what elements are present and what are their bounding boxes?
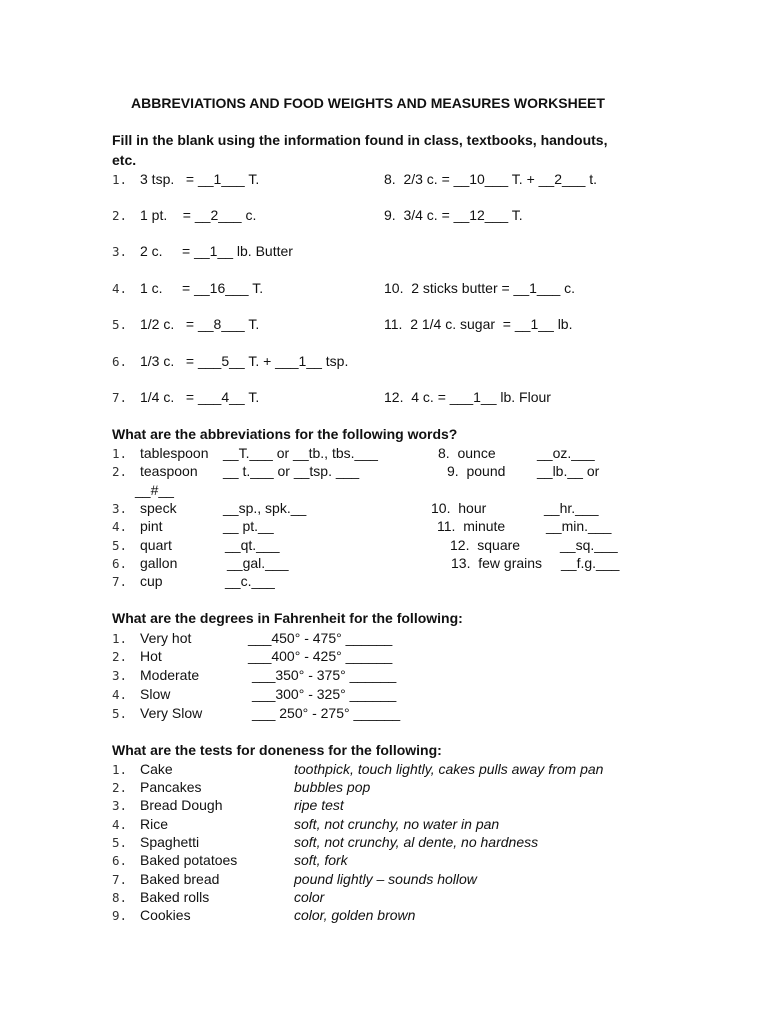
- abbr-answer: __qt.___: [225, 537, 280, 553]
- measure-item: 1/3 c. = ___5__ T. + ___1__ tsp.: [140, 353, 349, 369]
- temp-label: Hot: [140, 648, 162, 664]
- doneness-answer: toothpick, touch lightly, cakes pulls away from pan: [294, 761, 604, 777]
- abbr-word: tablespoon: [140, 445, 209, 461]
- list-number: 5.: [112, 835, 128, 850]
- list-number: 6.: [112, 556, 128, 571]
- food-label: Spaghetti: [140, 834, 200, 850]
- doneness-answer: color: [294, 889, 325, 905]
- abbr-answer: __sp., spk.__: [223, 500, 307, 516]
- list-number: 1.: [112, 446, 128, 461]
- list-number: 6.: [112, 354, 128, 369]
- temp-label: Moderate: [140, 667, 200, 683]
- list-number: 3.: [112, 798, 128, 813]
- abbr-answer: __sq.___: [560, 537, 618, 553]
- abbr-answer: __oz.___: [537, 445, 595, 461]
- abbreviations-heading: What are the abbreviations for the following words?: [112, 426, 458, 442]
- temp-answer: ___350° - 375° ______: [252, 667, 397, 683]
- list-number: 5.: [112, 706, 128, 721]
- abbr-answer-continued: __#__: [135, 482, 174, 498]
- list-number: 1.: [112, 172, 128, 187]
- list-number: 3.: [112, 501, 128, 516]
- list-number: 3.: [112, 668, 128, 683]
- measure-item: 1/4 c. = ___4__ T.: [140, 389, 260, 405]
- list-number: 7.: [112, 390, 128, 405]
- temp-answer: ___400° - 425° ______: [248, 648, 393, 664]
- food-label: Baked bread: [140, 871, 220, 887]
- list-number: 4.: [112, 687, 128, 702]
- list-number: 9.: [112, 908, 128, 923]
- list-number: 2.: [112, 649, 128, 664]
- abbr-word: 10. hour: [431, 500, 487, 516]
- abbr-word: 9. pound: [447, 463, 506, 479]
- temp-answer: ___ 250° - 275° ______: [252, 705, 401, 721]
- measure-item: 1 c. = __16___ T.: [140, 280, 264, 296]
- measure-item: 12. 4 c. = ___1__ lb. Flour: [384, 389, 551, 405]
- abbr-word: 11. minute: [437, 518, 506, 534]
- list-number: 1.: [112, 631, 128, 646]
- list-number: 2.: [112, 780, 128, 795]
- abbr-word: 12. square: [450, 537, 521, 553]
- abbr-word: cup: [140, 573, 163, 589]
- list-number: 4.: [112, 817, 128, 832]
- abbr-word: 13. few grains: [451, 555, 543, 571]
- measure-item: 2 c. = __1__ lb. Butter: [140, 243, 293, 259]
- doneness-answer: ripe test: [294, 797, 344, 813]
- list-number: 6.: [112, 853, 128, 868]
- temp-answer: ___300° - 325° ______: [252, 686, 397, 702]
- list-number: 5.: [112, 538, 128, 553]
- abbr-answer: __T.___ or __tb., tbs.___: [223, 445, 378, 461]
- list-number: 4.: [112, 519, 128, 534]
- food-label: Rice: [140, 816, 169, 832]
- measure-item: 10. 2 sticks butter = __1___ c.: [384, 280, 576, 296]
- measure-item: 9. 3/4 c. = __12___ T.: [384, 207, 523, 223]
- doneness-answer: pound lightly – sounds hollow: [294, 871, 477, 887]
- abbr-answer: __min.___: [546, 518, 612, 534]
- list-number: 2.: [112, 208, 128, 223]
- page-title: ABBREVIATIONS AND FOOD WEIGHTS AND MEASURES WORKSHEET: [131, 95, 605, 111]
- food-label: Cake: [140, 761, 173, 777]
- list-number: 2.: [112, 464, 128, 479]
- abbr-answer: __lb.__ or: [537, 463, 600, 479]
- abbr-word: teaspoon: [140, 463, 198, 479]
- list-number: 7.: [112, 574, 128, 589]
- doneness-heading: What are the tests for doneness for the following:: [112, 742, 442, 758]
- abbr-answer: __gal.___: [227, 555, 289, 571]
- temp-label: Slow: [140, 686, 171, 702]
- abbr-word: gallon: [140, 555, 178, 571]
- doneness-answer: bubbles pop: [294, 779, 371, 795]
- measure-item: 1/2 c. = __8___ T.: [140, 316, 260, 332]
- abbr-word: 8. ounce: [438, 445, 496, 461]
- abbr-answer: __f.g.___: [561, 555, 620, 571]
- food-label: Bread Dough: [140, 797, 223, 813]
- list-number: 3.: [112, 244, 128, 259]
- doneness-answer: color, golden brown: [294, 907, 416, 923]
- measure-item: 11. 2 1/4 c. sugar = __1__ lb.: [384, 316, 573, 332]
- abbr-word: speck: [140, 500, 177, 516]
- doneness-answer: soft, not crunchy, no water in pan: [294, 816, 500, 832]
- list-number: 8.: [112, 890, 128, 905]
- doneness-answer: soft, not crunchy, al dente, no hardness: [294, 834, 539, 850]
- list-number: 4.: [112, 281, 128, 296]
- measure-item: 8. 2/3 c. = __10___ T. + __2___ t.: [384, 171, 598, 187]
- measure-item: 3 tsp. = __1___ T.: [140, 171, 260, 187]
- doneness-answer: soft, fork: [294, 852, 348, 868]
- food-label: Cookies: [140, 907, 191, 923]
- fahrenheit-heading: What are the degrees in Fahrenheit for the following:: [112, 610, 463, 626]
- abbr-answer: __ pt.__: [223, 518, 274, 534]
- temp-label: Very Slow: [140, 705, 203, 721]
- abbr-word: quart: [140, 537, 172, 553]
- temp-label: Very hot: [140, 630, 192, 646]
- abbr-answer: __ t.___ or __tsp. ___: [223, 463, 360, 479]
- abbr-answer: __c.___: [225, 573, 275, 589]
- abbr-answer: __hr.___: [544, 500, 599, 516]
- temp-answer: ___450° - 475° ______: [248, 630, 393, 646]
- list-number: 1.: [112, 762, 128, 777]
- food-label: Pancakes: [140, 779, 202, 795]
- abbr-word: pint: [140, 518, 163, 534]
- list-number: 7.: [112, 872, 128, 887]
- measure-item: 1 pt. = __2___ c.: [140, 207, 257, 223]
- food-label: Baked potatoes: [140, 852, 238, 868]
- instructions-line-2: etc.: [112, 152, 137, 168]
- instructions-line-1: Fill in the blank using the information found in class, textbooks, handouts,: [112, 132, 608, 148]
- food-label: Baked rolls: [140, 889, 210, 905]
- list-number: 5.: [112, 317, 128, 332]
